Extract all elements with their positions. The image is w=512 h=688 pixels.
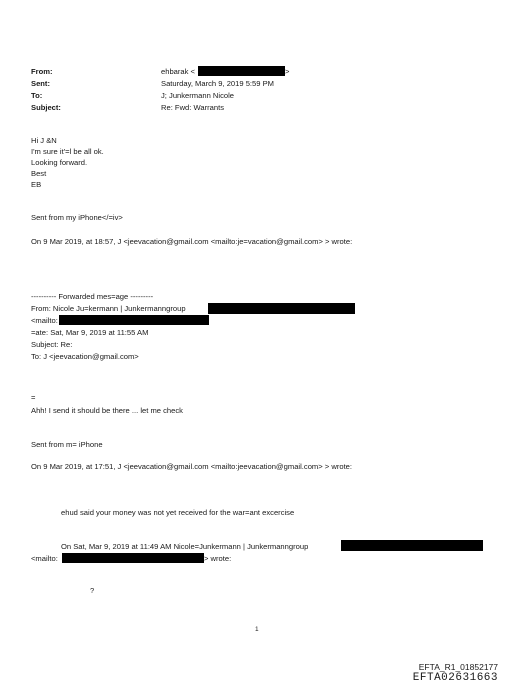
subject-label: Subject:: [31, 103, 61, 112]
to-label: To:: [31, 91, 43, 100]
forwarded-date: =ate: Sat, Mar 9, 2019 at 11:55 AM: [31, 328, 149, 337]
footer-id: EFTA02631663: [412, 672, 498, 684]
redaction-forwarded-mailto: [59, 315, 209, 325]
subject-value: Re: Fwd: Warrants: [161, 103, 225, 112]
redaction-forwarded-from: [208, 303, 355, 314]
redaction-inner-mailto: [62, 553, 204, 563]
forwarded-header: ---------- Forwarded mes=age ---------: [31, 292, 154, 301]
inner-question: ?: [90, 586, 95, 595]
footer-ref: EFTA_R1_01852177: [418, 662, 498, 672]
forwarded-from: From: Nicole Ju=kermann | Junkermanngroup: [31, 304, 186, 313]
sent-from-line: Sent from my iPhone</=iv>: [31, 213, 123, 222]
reply-eq: =: [31, 393, 36, 402]
quote-line-1: On 9 Mar 2019, at 18:57, J <jeevacation@gmail.com <mailto:je=vacation@gmail.com> > wrote:: [31, 237, 353, 246]
reply-sent-from: Sent from m= iPhone: [31, 440, 103, 449]
quote-line-2: On 9 Mar 2019, at 17:51, J <jeevacation@gmail.com <mailto:jeevacation@gmail.com> > wrote:: [31, 462, 353, 471]
redaction-inner-email: [341, 540, 483, 551]
body-line-5: EB: [31, 180, 42, 189]
body-line-2: I'm sure it'=l be all ok.: [31, 147, 104, 156]
redaction-from-email: [198, 66, 285, 76]
body-line-1: Hi J &N: [31, 136, 57, 145]
inner-line: ehud said your money was not yet received for the war=ant excercise: [61, 508, 295, 517]
from-value: ehbarak <: [161, 67, 195, 76]
forwarded-to: To: J <jeevacation@gmail.com>: [31, 352, 139, 361]
inner-mailto: <mailto:: [31, 554, 58, 563]
sent-value: Saturday, March 9, 2019 5:59 PM: [161, 79, 274, 88]
from-value-suffix: >: [285, 67, 290, 76]
from-label: From:: [31, 67, 53, 76]
body-line-3: Looking forward.: [31, 158, 88, 167]
sent-label: Sent:: [31, 79, 50, 88]
forwarded-mailto: <mailto:: [31, 316, 58, 325]
reply-line: Ahh! I send it should be there ... let me check: [31, 406, 183, 415]
inner-wrote: > wrote:: [204, 554, 232, 563]
to-value: J; Junkermann Nicole: [161, 91, 235, 100]
body-line-4: Best: [31, 169, 47, 178]
page-number: 1: [255, 626, 259, 633]
forwarded-subject: Subject: Re:: [31, 340, 73, 349]
inner-on-line: On Sat, Mar 9, 2019 at 11:49 AM Nicole=Junkermann | Junkermanngroup: [61, 542, 309, 551]
